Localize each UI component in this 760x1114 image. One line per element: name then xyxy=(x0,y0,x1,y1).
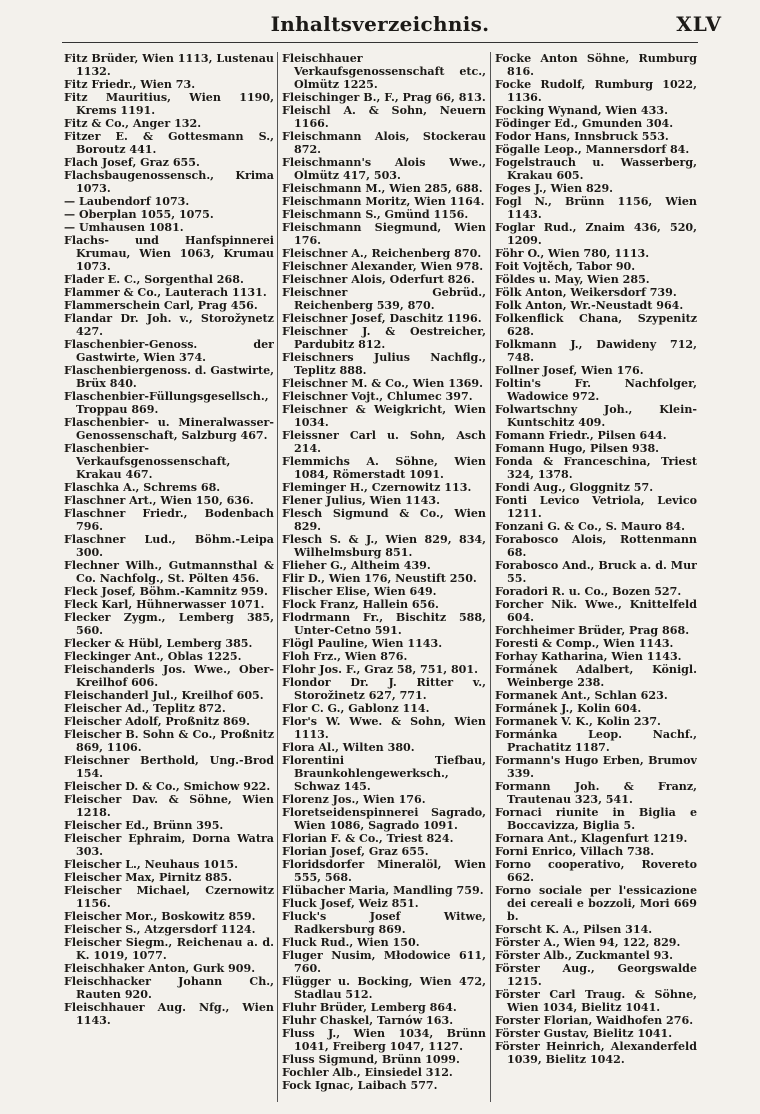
index-entry: Fochler Alb., Einsiedel 312. xyxy=(282,1066,453,1079)
index-entry: Fölk Anton, Weikersdorf 739. xyxy=(495,286,677,299)
index-entry: Fleischanderls Jos. Wwe., Ober-Kreilhof 606. xyxy=(64,663,274,689)
index-entry: Fleischer Ad., Teplitz 872. xyxy=(64,702,226,715)
page-header xyxy=(0,6,760,40)
index-entry: Fleischner Alois, Oderfurt 826. xyxy=(282,273,475,286)
index-column-2 xyxy=(282,52,486,1108)
index-entry: Forabosco And., Bruck a. d. Mur 55. xyxy=(495,559,697,585)
page-title: Inhaltsverzeichnis. xyxy=(270,12,490,36)
index-entry: Formánka Leop. Nachf., Prachatitz 1187. xyxy=(495,728,697,754)
index-entry: Flodrmann Fr., Bischitz 588, Unter-Cetno 591. xyxy=(282,611,486,637)
header-rule xyxy=(62,42,698,43)
index-entry: Flaschner Friedr., Bodenbach 796. xyxy=(64,507,274,533)
index-entry: Fleischer Ephraim, Dorna Watra 303. xyxy=(64,832,274,858)
index-entry: Foges J., Wien 829. xyxy=(495,182,614,195)
index-column-3 xyxy=(495,52,697,1108)
index-entry: Flandar Dr. Joh. v., Storožynetz 427. xyxy=(64,312,274,338)
index-entry: Fleischner A., Reichenberg 870. xyxy=(282,247,482,260)
index-entry: Fleissner Carl u. Sohn, Asch 214. xyxy=(282,429,486,455)
index-entry: Flübacher Maria, Mandling 759. xyxy=(282,884,484,897)
index-entry: Flaschka A., Schrems 68. xyxy=(64,481,221,494)
index-entry: Fornara Ant., Klagenfurt 1219. xyxy=(495,832,688,845)
index-entry: Forcher Nik. Wwe., Knittelfeld 604. xyxy=(495,598,697,624)
index-entry: Flachs- und Hanfspinnerei Krumau, Wien 1063, Krumau 1073. xyxy=(64,234,274,273)
index-entry: Flor's W. Wwe. & Sohn, Wien 1113. xyxy=(282,715,486,741)
index-entry: Fleischer D. & Co., Smichow 922. xyxy=(64,780,271,793)
index-entry: Fleischer L., Neuhaus 1015. xyxy=(64,858,239,871)
index-entry: Florentini Tiefbau, Braunkohlengewerksch., Schwaz 145. xyxy=(282,754,486,793)
index-entry: Flader E. C., Sorgenthal 268. xyxy=(64,273,244,286)
index-entry: Flemmichs A. Söhne, Wien 1084, Römerstadt 1091. xyxy=(282,455,486,481)
index-entry: Fitz Brüder, Wien 1113, Lustenau 1132. xyxy=(64,52,274,78)
index-columns xyxy=(0,52,760,1108)
column-divider xyxy=(490,52,491,1102)
index-entry: Foresti & Comp., Wien 1143. xyxy=(495,637,674,650)
index-entry: Fondi Aug., Gloggnitz 57. xyxy=(495,481,654,494)
index-entry: Fomann Friedr., Pilsen 644. xyxy=(495,429,667,442)
index-entry: Flaschenbier-Verkaufsgenossenschaft, Krakau 467. xyxy=(64,442,231,481)
index-entry: Fonti Levico Vetriola, Levico 1211. xyxy=(495,494,697,520)
index-entry: Forno sociale per l'essicazione dei cereali e bozzoli, Mori 669 b. xyxy=(495,884,697,923)
index-entry: Fleischer Mor., Boskowitz 859. xyxy=(64,910,256,923)
index-entry: Flohr Jos. F., Graz 58, 751, 801. xyxy=(282,663,478,676)
index-entry: Fleischer Michael, Czernowitz 1156. xyxy=(64,884,274,910)
index-entry: Fleischanderl Jul., Kreilhof 605. xyxy=(64,689,264,702)
index-entry: Folwartschny Joh., Klein-Kuntschitz 409. xyxy=(495,403,697,429)
index-entry: Fleischhaker Anton, Gurk 909. xyxy=(64,962,256,975)
index-entry: Flögl Pauline, Wien 1143. xyxy=(282,637,443,650)
index-entry: Focke Rudolf, Rumburg 1022, 1136. xyxy=(495,78,697,104)
index-entry: Fleischhauer Verkaufsgenossenschaft etc., Olmütz 1225. xyxy=(282,52,486,91)
index-entry: Fleischner Alexander, Wien 978. xyxy=(282,260,484,273)
entry-list xyxy=(64,52,274,1027)
column-divider xyxy=(277,52,278,1102)
index-entry: Förster Carl Traug. & Söhne, Wien 1034, Bielitz 1041. xyxy=(495,988,697,1014)
index-entry: Förster Gustav, Bielitz 1041. xyxy=(495,1027,673,1040)
index-entry: Flammerschein Carl, Prag 456. xyxy=(64,299,258,312)
index-entry: Florenz Jos., Wien 176. xyxy=(282,793,426,806)
index-entry: Fleischmann Moritz, Wien 1164. xyxy=(282,195,485,208)
index-column-1 xyxy=(64,52,274,1108)
index-entry: Fitz Friedr., Wien 73. xyxy=(64,78,196,91)
index-entry: Fleischner & Weigkricht, Wien 1034. xyxy=(282,403,486,429)
index-entry: Flaschner Art., Wien 150, 636. xyxy=(64,494,254,507)
index-entry: Förster A., Wien 94, 122, 829. xyxy=(495,936,681,949)
index-entry: — Umhausen 1081. xyxy=(64,221,184,234)
index-entry: Fluck Rud., Wien 150. xyxy=(282,936,420,949)
index-entry: Flesch S. & J., Wien 829, 834, Wilhelmsburg 851. xyxy=(282,533,486,559)
index-entry: Fogl N., Brünn 1156, Wien 1143. xyxy=(495,195,697,221)
entry-list xyxy=(495,52,697,1066)
index-entry: Fleischmann M., Wien 285, 688. xyxy=(282,182,483,195)
index-entry: Fleck Josef, Böhm.-Kamnitz 959. xyxy=(64,585,268,598)
index-entry: Förster Heinrich, Alexanderfeld 1039, Bielitz 1042. xyxy=(495,1040,697,1066)
index-entry: Formanek Ant., Schlan 623. xyxy=(495,689,668,702)
index-entry: Flach Josef, Graz 655. xyxy=(64,156,200,169)
index-entry: — Oberplan 1055, 1075. xyxy=(64,208,214,221)
page-number: XLV xyxy=(676,12,722,36)
index-entry: Flaschenbiergenoss. d. Gastwirte, Brüx 840. xyxy=(64,364,274,390)
index-entry: Fleischmann Siegmund, Wien 176. xyxy=(282,221,486,247)
index-entry: Forabosco Alois, Rottenmann 68. xyxy=(495,533,697,559)
index-entry: — Laubendorf 1073. xyxy=(64,195,190,208)
index-entry: Fluss J., Wien 1034, Brünn 1041, Freiberg 1047, 1127. xyxy=(282,1027,486,1053)
index-entry: Fluhr Chaskel, Tarnów 163. xyxy=(282,1014,454,1027)
index-entry: Fleckinger Ant., Oblas 1225. xyxy=(64,650,242,663)
index-entry: Fleischmann S., Gmünd 1156. xyxy=(282,208,469,221)
index-entry: Fogelstrauch u. Wasserberg, Krakau 605. xyxy=(495,156,697,182)
index-entry: Folkenflick Chana, Szypenitz 628. xyxy=(495,312,697,338)
index-entry: Flaschenbier-Genoss. der Gastwirte, Wien 374. xyxy=(64,338,274,364)
index-entry: Florian Josef, Graz 655. xyxy=(282,845,429,858)
index-entry: Focking Wynand, Wien 433. xyxy=(495,104,668,117)
index-entry: Foit Vojtěch, Tabor 90. xyxy=(495,260,636,273)
index-entry: Fleischner Gebrüd., Reichenberg 539, 870. xyxy=(282,286,486,312)
index-entry: Flaschenbier-Füllungsgesellsch., Troppau 869. xyxy=(64,390,269,416)
index-entry: Födinger Ed., Gmunden 304. xyxy=(495,117,674,130)
index-entry: Flügger u. Bocking, Wien 472, Stadlau 512. xyxy=(282,975,486,1001)
index-entry: Fleischer Max, Pirnitz 885. xyxy=(64,871,232,884)
index-entry: Formánek J., Kolin 604. xyxy=(495,702,642,715)
index-entry: Fleischinger B., F., Prag 66, 813. xyxy=(282,91,486,104)
index-entry: Flor C. G., Gablonz 114. xyxy=(282,702,430,715)
index-entry: Fodor Hans, Innsbruck 553. xyxy=(495,130,669,143)
index-entry: Flaschenbier- u. Mineralwasser-Genossenschaft, Salzburg 467. xyxy=(64,416,274,442)
index-entry: Flecker & Hübl, Lemberg 385. xyxy=(64,637,253,650)
index-entry: Floretseidenspinnerei Sagrado, Wien 1086, Sagrado 1091. xyxy=(282,806,486,832)
entry-list xyxy=(282,52,486,1092)
index-entry: Fögalle Leop., Mannersdorf 84. xyxy=(495,143,690,156)
index-entry: Fonda & Franceschina, Triest 324, 1378. xyxy=(495,455,697,481)
index-entry: Forni Enrico, Villach 738. xyxy=(495,845,655,858)
index-entry: Föhr O., Wien 780, 1113. xyxy=(495,247,650,260)
index-entry: Fleischer Dav. & Söhne, Wien 1218. xyxy=(64,793,274,819)
index-entry: Fleischner J. & Oestreicher, Pardubitz 812. xyxy=(282,325,486,351)
index-entry: Fleischer Adolf, Proßnitz 869. xyxy=(64,715,251,728)
index-entry: Fluck Josef, Weiz 851. xyxy=(282,897,419,910)
index-entry: Fleischner Berthold, Ung.-Brod 154. xyxy=(64,754,274,780)
index-entry: Flischer Elise, Wien 649. xyxy=(282,585,437,598)
index-entry: Florian F. & Co., Triest 824. xyxy=(282,832,454,845)
index-entry: Fleischer Siegm., Reichenau a. d. K. 1019, 1077. xyxy=(64,936,274,962)
index-entry: Fleminger H., Czernowitz 113. xyxy=(282,481,472,494)
index-entry: Forscht K. A., Pilsen 314. xyxy=(495,923,653,936)
index-entry: Formann Joh. & Franz, Trautenau 323, 541. xyxy=(495,780,697,806)
index-entry: Formánek Adalbert, Königl. Weinberge 238. xyxy=(495,663,697,689)
index-entry: Formanek V. K., Kolin 237. xyxy=(495,715,661,728)
index-entry: Forhay Katharina, Wien 1143. xyxy=(495,650,682,663)
index-entry: Flock Franz, Hallein 656. xyxy=(282,598,439,611)
index-entry: Fleischer S., Atzgersdorf 1124. xyxy=(64,923,256,936)
index-entry: Fornaci riunite in Biglia e Boccavizza, Biglia 5. xyxy=(495,806,697,832)
index-entry: Forchheimer Brüder, Prag 868. xyxy=(495,624,690,637)
index-entry: Fleischmann's Alois Wwe., Olmütz 417, 503. xyxy=(282,156,486,182)
index-entry: Fitz & Co., Anger 132. xyxy=(64,117,202,130)
index-entry: Flener Julius, Wien 1143. xyxy=(282,494,440,507)
index-entry: Flaschner Lud., Böhm.-Leipa 300. xyxy=(64,533,274,559)
index-entry: Förster Alb., Zuckmantel 93. xyxy=(495,949,673,962)
index-entry: Fleischner M. & Co., Wien 1369. xyxy=(282,377,483,390)
index-entry: Foglar Rud., Znaim 436, 520, 1209. xyxy=(495,221,697,247)
index-entry: Fomann Hugo, Pilsen 938. xyxy=(495,442,660,455)
index-entry: Flieher G., Altheim 439. xyxy=(282,559,431,572)
index-entry: Focke Anton Söhne, Rumburg 816. xyxy=(495,52,697,78)
index-entry: Fock Ignac, Laibach 577. xyxy=(282,1079,438,1092)
index-entry: Flachsbaugenossensch., Krima 1073. xyxy=(64,169,274,195)
index-entry: Fonzani G. & Co., S. Mauro 84. xyxy=(495,520,685,533)
index-entry: Fluhr Brüder, Lemberg 864. xyxy=(282,1001,457,1014)
index-entry: Förster Aug., Georgswalde 1215. xyxy=(495,962,697,988)
index-entry: Folkmann J., Dawideny 712, 748. xyxy=(495,338,697,364)
index-entry: Fitz Mauritius, Wien 1190, Krems 1191. xyxy=(64,91,274,117)
index-entry: Forster Florian, Waidhofen 276. xyxy=(495,1014,694,1027)
index-entry: Fluss Sigmund, Brünn 1099. xyxy=(282,1053,460,1066)
index-entry: Fluger Nusim, Młodowice 611, 760. xyxy=(282,949,486,975)
index-entry: Fleischer B. Sohn & Co., Proßnitz 869, 1106. xyxy=(64,728,274,754)
index-entry: Flammer & Co., Lauterach 1131. xyxy=(64,286,267,299)
index-entry: Flesch Sigmund & Co., Wien 829. xyxy=(282,507,486,533)
index-entry: Fleischl A. & Sohn, Neuern 1166. xyxy=(282,104,486,130)
index-entry: Flondor Dr. J. Ritter v., Storožinetz 627, 771. xyxy=(282,676,486,702)
index-entry: Flecker Zygm., Lemberg 385, 560. xyxy=(64,611,274,637)
index-entry: Fleischer Ed., Brünn 395. xyxy=(64,819,224,832)
index-entry: Fitzer E. & Gottesmann S., Boroutz 441. xyxy=(64,130,274,156)
index-entry: Fleischhacker Johann Ch., Rauten 920. xyxy=(64,975,274,1001)
index-entry: Flir D., Wien 176, Neustift 250. xyxy=(282,572,477,585)
index-entry: Floridsdorfer Mineralöl, Wien 555, 568. xyxy=(282,858,486,884)
index-entry: Fleischners Julius Nachflg., Teplitz 888. xyxy=(282,351,486,377)
index-entry: Fleischhauer Aug. Nfg., Wien 1143. xyxy=(64,1001,274,1027)
index-entry: Folk Anton, Wr.-Neustadt 964. xyxy=(495,299,684,312)
index-entry: Fleischner Vojt., Chlumec 397. xyxy=(282,390,473,403)
index-entry: Floh Frz., Wien 876. xyxy=(282,650,408,663)
index-entry: Fleischner Josef, Daschitz 1196. xyxy=(282,312,482,325)
index-entry: Foradori R. u. Co., Bozen 527. xyxy=(495,585,682,598)
index-entry: Follner Josef, Wien 176. xyxy=(495,364,644,377)
index-entry: Fleck Karl, Hühnerwasser 1071. xyxy=(64,598,265,611)
index-entry: Fluck's Josef Witwe, Radkersburg 869. xyxy=(282,910,486,936)
index-entry: Fleischmann Alois, Stockerau 872. xyxy=(282,130,486,156)
index-entry: Foltin's Fr. Nachfolger, Wadowice 972. xyxy=(495,377,697,403)
index-entry: Flora Al., Wilten 380. xyxy=(282,741,415,754)
index-entry: Földes u. May, Wien 285. xyxy=(495,273,650,286)
index-entry: Formann's Hugo Erben, Brumov 339. xyxy=(495,754,697,780)
index-entry: Flechner Wilh., Gutmannsthal & Co. Nachfolg., St. Pölten 456. xyxy=(64,559,274,585)
index-entry: Forno cooperativo, Rovereto 662. xyxy=(495,858,697,884)
